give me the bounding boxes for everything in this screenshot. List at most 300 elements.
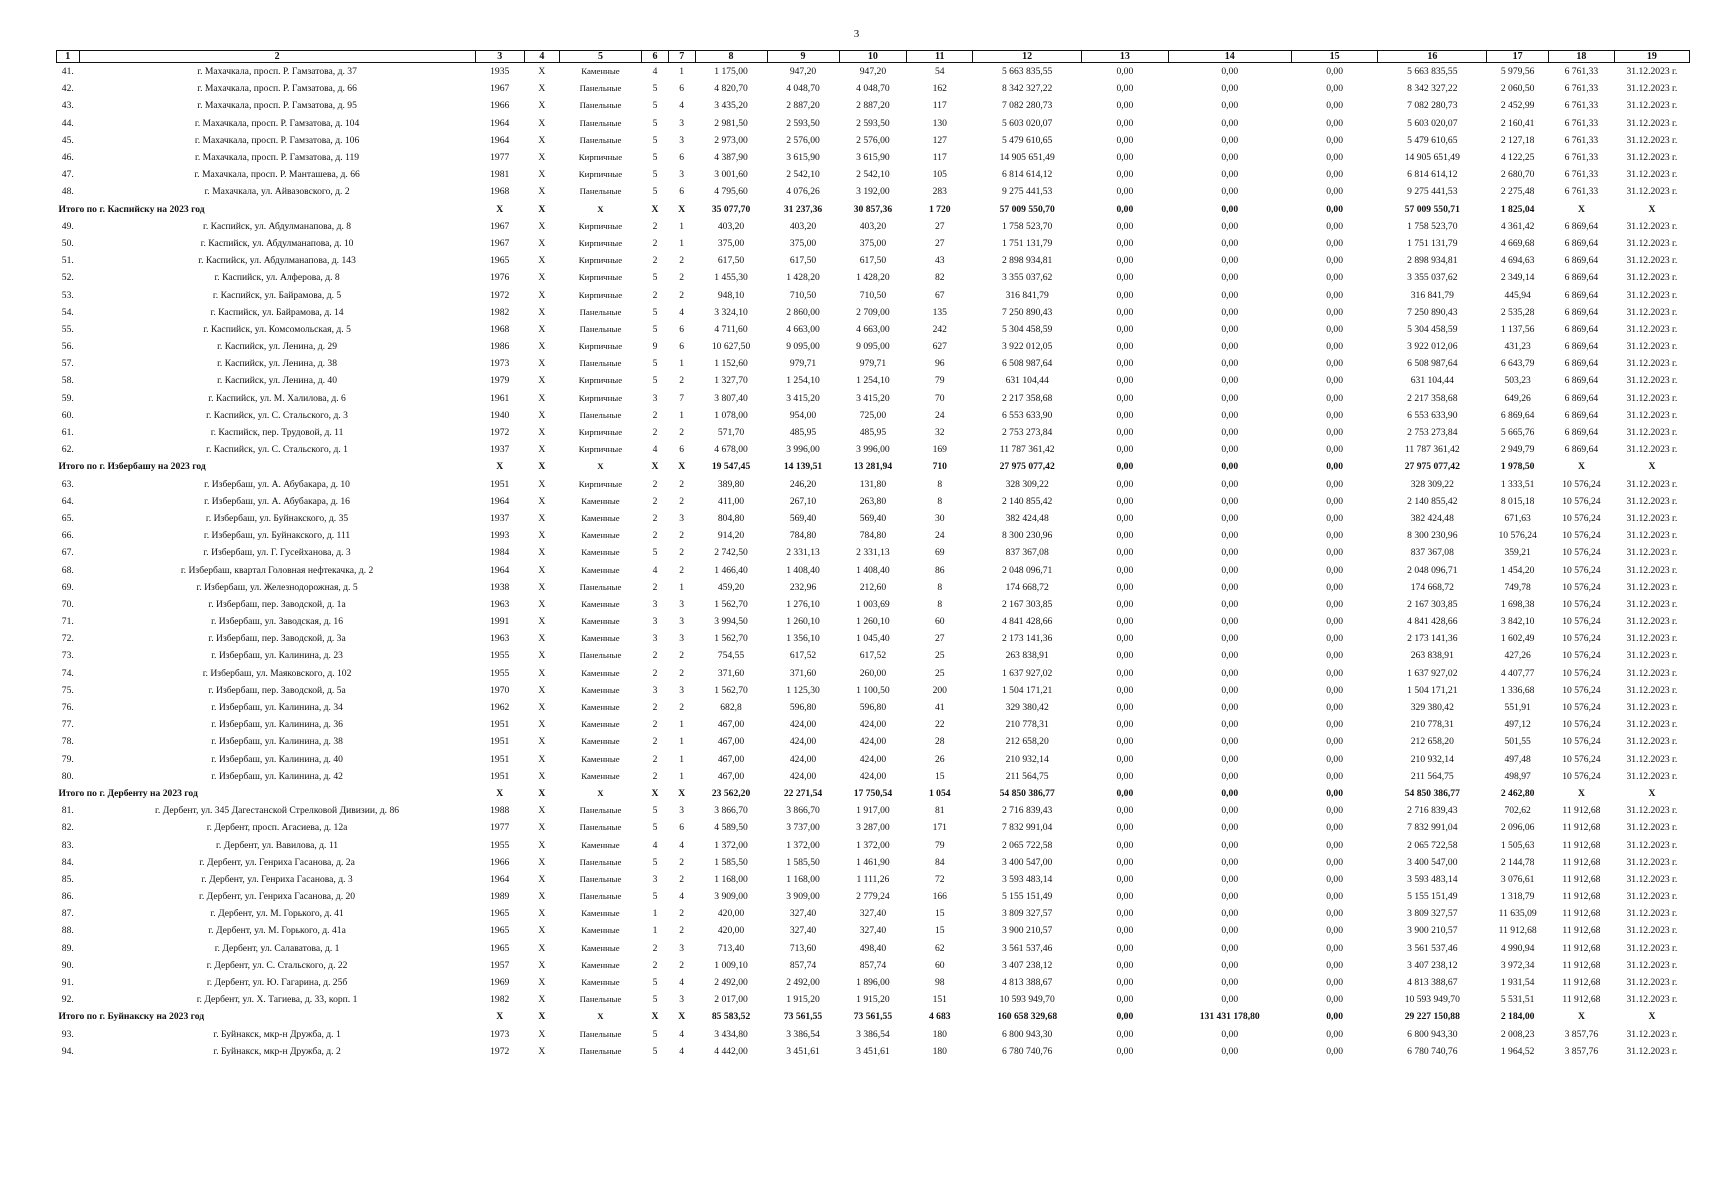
cell-c18: 11 912,68: [1562, 959, 1601, 971]
cell-c15: 0,00: [1326, 203, 1344, 215]
table-row: [57, 286, 1690, 303]
cell-year: 1951: [490, 478, 510, 490]
cell-mat: Кирпичные: [578, 169, 623, 180]
cell-mat: Кирпичные: [578, 375, 623, 386]
cell-a9: 1 125,30: [786, 684, 820, 696]
cell-fl: 2: [652, 581, 658, 593]
address-cell: г. Буйнакск, мкр-н Дружба, д. 2: [213, 1045, 341, 1057]
cell-a8: 1 078,00: [714, 409, 748, 421]
cell-year: 1984: [490, 547, 510, 559]
cell-c16: 316 841,79: [1410, 289, 1454, 301]
cell-a10: 1 915,20: [856, 994, 890, 1006]
cell-c19: 31.12.2023 г.: [1626, 289, 1678, 301]
cell-c19: 31.12.2023 г.: [1626, 805, 1678, 817]
cell-c4: X: [538, 787, 546, 799]
cell-c16: 3 593 483,14: [1407, 873, 1458, 885]
table-row: [57, 957, 1690, 974]
cell-c12: 2 173 141,36: [1001, 633, 1053, 645]
address-cell: г. Махачкала, ул. Айвазовского, д. 2: [204, 186, 350, 198]
cell-a8: 23 562,20: [711, 787, 751, 799]
table-row: [57, 132, 1690, 149]
table-row: [57, 218, 1690, 235]
table-row: [57, 647, 1690, 664]
cell-c15: 0,00: [1326, 839, 1344, 851]
cell-c12: 1 637 927,02: [1001, 667, 1053, 679]
address-cell: г. Махачкала, просп. Р. Гамзатова, д. 37: [197, 66, 357, 78]
cell-a10: 1 003,69: [856, 598, 890, 610]
table-row: [57, 905, 1690, 922]
cell-c12: 6 814 614,12: [1001, 169, 1053, 181]
cell-c16: 1 504 171,21: [1407, 684, 1458, 696]
cell-fl: 4: [652, 564, 658, 576]
cell-c19: 31.12.2023 г.: [1626, 83, 1678, 95]
cell-c17: 1 978,50: [1500, 461, 1535, 473]
row-number: 49.: [61, 220, 74, 232]
cell-year: 1968: [490, 323, 510, 335]
cell-a10: 3 996,00: [856, 444, 890, 456]
cell-c16: 3 900 210,57: [1407, 925, 1458, 937]
cell-a8: 2 973,00: [714, 134, 748, 146]
page-number: 3: [853, 28, 860, 40]
cell-c11: 69: [934, 547, 945, 559]
cell-mat: Каменные: [581, 719, 620, 730]
row-number: 51.: [61, 255, 74, 267]
cell-c11: 27: [934, 633, 945, 645]
cell-c11: 81: [934, 805, 945, 817]
cell-fl: 2: [652, 650, 658, 662]
cell-c16: 2 173 141,36: [1407, 633, 1458, 645]
cell-en: 6: [679, 83, 685, 95]
cell-c11: 70: [934, 392, 945, 404]
cell-c12: 2 167 303,85: [1001, 598, 1053, 610]
address-cell: г. Избербаш, ул. Маяковского, д. 102: [202, 667, 352, 679]
cell-fl: 5: [652, 891, 658, 903]
cell-c12: 174 668,72: [1005, 581, 1049, 593]
row-number: 62.: [61, 444, 74, 456]
cell-c14: 0,00: [1221, 667, 1239, 679]
cell-fl: 5: [652, 1045, 658, 1057]
row-number: 56.: [61, 341, 74, 353]
cell-c18: 11 912,68: [1562, 942, 1601, 954]
cell-c12: 2 140 855,42: [1001, 495, 1053, 507]
cell-c16: 3 355 037,62: [1407, 272, 1458, 284]
cell-c19: X: [1648, 203, 1656, 215]
row-number: 65.: [61, 512, 74, 524]
cell-c19: 31.12.2023 г.: [1626, 100, 1678, 112]
cell-c13: 0,00: [1116, 787, 1134, 799]
cell-a10: 1 254,10: [856, 375, 890, 387]
cell-c19: 31.12.2023 г.: [1626, 409, 1678, 421]
cell-c14: 0,00: [1221, 856, 1239, 868]
cell-c11: 105: [932, 169, 947, 181]
cell-a10: 3 192,00: [856, 186, 890, 198]
cell-c14: 0,00: [1221, 152, 1239, 164]
cell-a8: 4 442,00: [714, 1045, 748, 1057]
cell-c13: 0,00: [1116, 684, 1134, 696]
cell-a9: 569,40: [789, 512, 817, 524]
cell-c15: 0,00: [1326, 908, 1344, 920]
cell-a10: 1 372,00: [856, 839, 890, 851]
cell-mat: Панельные: [579, 856, 622, 867]
cell-c19: 31.12.2023 г.: [1626, 392, 1678, 404]
cell-c14: 0,00: [1221, 942, 1239, 954]
cell-c14: 0,00: [1221, 134, 1239, 146]
cell-c15: 0,00: [1326, 925, 1344, 937]
cell-c16: 8 342 327,22: [1407, 83, 1458, 95]
cell-c16: 6 780 740,76: [1407, 1045, 1458, 1057]
cell-c15: 0,00: [1326, 942, 1344, 954]
total-label: Итого по г. Буйнакску на 2023 год: [58, 1011, 205, 1023]
address-cell: г. Избербаш, ул. Калинина, д. 34: [211, 702, 343, 714]
row-number: 52.: [61, 272, 74, 284]
cell-c18: 11 912,68: [1562, 977, 1601, 989]
cell-c19: 31.12.2023 г.: [1626, 822, 1678, 834]
table-row: [57, 940, 1690, 957]
cell-c16: 2 898 934,81: [1407, 255, 1458, 267]
cell-c17: 2 184,00: [1500, 1011, 1535, 1023]
row-number: 75.: [61, 684, 74, 696]
cell-year: 1964: [490, 117, 510, 129]
cell-c17: 2 275,48: [1500, 186, 1535, 198]
cell-c16: 212 658,20: [1410, 736, 1454, 748]
cell-year: 1967: [490, 220, 510, 232]
cell-c19: 31.12.2023 г.: [1626, 736, 1678, 748]
cell-c4: X: [538, 959, 546, 971]
cell-c16: 8 300 230,96: [1407, 530, 1458, 542]
cell-c11: 43: [934, 255, 945, 267]
cell-a10: 725,00: [859, 409, 887, 421]
cell-year: 1969: [490, 977, 510, 989]
cell-a10: 857,74: [859, 959, 887, 971]
cell-c13: 0,00: [1116, 994, 1134, 1006]
cell-fl: 3: [652, 392, 658, 404]
cell-a9: 3 866,70: [786, 805, 820, 817]
address-cell: г. Избербаш, ул. А. Абубакара, д. 10: [204, 478, 350, 490]
cell-a8: 617,50: [717, 255, 745, 267]
row-number: 85.: [61, 873, 74, 885]
cell-year: 1972: [490, 427, 510, 439]
cell-c17: 1 333,51: [1500, 478, 1535, 490]
column-number-5: 5: [559, 51, 641, 63]
cell-c18: 11 912,68: [1562, 891, 1601, 903]
cell-c19: 31.12.2023 г.: [1626, 169, 1678, 181]
cell-en: 3: [679, 942, 685, 954]
row-number: 42.: [61, 83, 74, 95]
cell-fl: X: [651, 1011, 659, 1023]
cell-mat: X: [597, 461, 604, 472]
cell-c4: X: [538, 908, 546, 920]
cell-a10: 424,00: [859, 719, 887, 731]
cell-a10: 131,80: [859, 478, 887, 490]
cell-c13: 0,00: [1116, 461, 1134, 473]
cell-a9: 1 428,20: [786, 272, 820, 284]
cell-year: 1991: [490, 616, 510, 628]
cell-en: 6: [679, 152, 685, 164]
cell-a10: 1 896,00: [856, 977, 890, 989]
table-row: [57, 407, 1690, 424]
cell-c19: 31.12.2023 г.: [1626, 839, 1678, 851]
cell-c17: 1 931,54: [1500, 977, 1535, 989]
cell-c12: 6 800 943,30: [1001, 1028, 1053, 1040]
cell-a9: 2 542,10: [786, 169, 820, 181]
row-number: 73.: [61, 650, 74, 662]
cell-mat: Кирпичные: [578, 152, 623, 163]
cell-c15: 0,00: [1326, 375, 1344, 387]
cell-en: 1: [679, 770, 685, 782]
cell-c4: X: [538, 237, 546, 249]
cell-c19: 31.12.2023 г.: [1626, 117, 1678, 129]
cell-c14: 0,00: [1221, 787, 1239, 799]
cell-c14: 0,00: [1221, 512, 1239, 524]
cell-mat: Панельные: [579, 83, 622, 94]
cell-year: 1973: [490, 358, 510, 370]
cell-c14: 0,00: [1221, 650, 1239, 662]
cell-year: 1972: [490, 1045, 510, 1057]
table-row: [57, 493, 1690, 510]
cell-year: 1993: [490, 530, 510, 542]
cell-a9: 327,40: [789, 925, 817, 937]
cell-mat: Кирпичные: [578, 478, 623, 489]
cell-c19: 31.12.2023 г.: [1626, 427, 1678, 439]
cell-c18: 3 857,76: [1564, 1045, 1599, 1057]
cell-c14: 0,00: [1221, 323, 1239, 335]
cell-c17: 1 336,68: [1500, 684, 1535, 696]
cell-c16: 2 716 839,43: [1407, 805, 1458, 817]
cell-c18: 6 869,64: [1564, 255, 1599, 267]
cell-c4: X: [538, 220, 546, 232]
cell-a10: 424,00: [859, 770, 887, 782]
cell-c12: 8 342 327,22: [1001, 83, 1053, 95]
cell-c4: X: [538, 203, 546, 215]
cell-fl: 2: [652, 427, 658, 439]
address-cell: г. Избербаш, ул. А. Абубакара, д. 16: [204, 495, 350, 507]
cell-year: 1957: [490, 959, 510, 971]
cell-en: 2: [679, 667, 685, 679]
cell-c15: 0,00: [1326, 134, 1344, 146]
cell-c12: 10 593 949,70: [999, 994, 1055, 1006]
cell-c11: 162: [932, 83, 947, 95]
cell-year: 1935: [490, 66, 510, 78]
cell-c12: 2 048 096,71: [1001, 564, 1053, 576]
column-number-18: 18: [1549, 51, 1615, 63]
cell-c11: 4 683: [928, 1011, 951, 1023]
cell-c4: X: [538, 822, 546, 834]
cell-c4: X: [538, 547, 546, 559]
cell-c17: 431,23: [1504, 341, 1531, 353]
cell-a9: 3 737,00: [786, 822, 820, 834]
cell-c13: 0,00: [1116, 753, 1134, 765]
cell-a9: 784,80: [789, 530, 817, 542]
cell-a9: 14 139,51: [783, 461, 823, 473]
row-number: 55.: [61, 323, 74, 335]
cell-c18: 10 576,24: [1562, 667, 1601, 679]
cell-c18: 6 869,64: [1564, 392, 1599, 404]
cell-c11: 30: [934, 512, 945, 524]
cell-c14: 0,00: [1221, 461, 1239, 473]
cell-c17: 2 144,78: [1500, 856, 1535, 868]
cell-a8: 914,20: [717, 530, 745, 542]
cell-c18: 6 869,64: [1564, 306, 1599, 318]
cell-a9: 424,00: [789, 753, 817, 765]
cell-year: 1965: [490, 255, 510, 267]
cell-fl: 2: [652, 220, 658, 232]
row-number: 74.: [61, 667, 74, 679]
cell-c4: X: [538, 272, 546, 284]
cell-c16: 837 367,08: [1410, 547, 1454, 559]
cell-fl: 2: [652, 237, 658, 249]
cell-c11: 26: [934, 753, 945, 765]
cell-c14: 0,00: [1221, 444, 1239, 456]
cell-c17: 6 869,64: [1500, 409, 1535, 421]
cell-c19: 31.12.2023 г.: [1626, 341, 1678, 353]
table-row: [57, 665, 1690, 682]
cell-c19: 31.12.2023 г.: [1626, 616, 1678, 628]
cell-c11: 32: [934, 427, 945, 439]
cell-mat: Каменные: [581, 66, 620, 77]
cell-a8: 4 589,50: [714, 822, 748, 834]
cell-c15: 0,00: [1326, 427, 1344, 439]
address-cell: г. Дербент, ул. Ю. Гагарина, д. 25б: [206, 977, 348, 989]
cell-c16: 2 065 722,58: [1407, 839, 1458, 851]
cell-c11: 27: [934, 237, 945, 249]
cell-c4: X: [538, 1045, 546, 1057]
column-number-header-row: [57, 51, 1690, 63]
address-cell: г. Дербент, просп. Агасиева, д. 12а: [206, 822, 348, 834]
cell-a8: 467,00: [717, 753, 745, 765]
total-label: Итого по г. Дербенту на 2023 год: [58, 787, 198, 799]
row-number: 70.: [61, 598, 74, 610]
cell-c16: 382 424,48: [1410, 512, 1454, 524]
cell-c16: 6 508 987,64: [1407, 358, 1458, 370]
cell-year: 1973: [490, 1028, 510, 1040]
cell-c17: 359,21: [1504, 547, 1531, 559]
cell-c18: 6 869,64: [1564, 341, 1599, 353]
address-cell: г. Дербент, ул. Вавилова, д. 11: [216, 839, 339, 851]
column-number-2: 2: [79, 51, 475, 63]
cell-a8: 1 327,70: [714, 375, 748, 387]
cell-en: 3: [679, 805, 685, 817]
cell-c19: 31.12.2023 г.: [1626, 994, 1678, 1006]
cell-c19: 31.12.2023 г.: [1626, 753, 1678, 765]
cell-a8: 1 466,40: [714, 564, 748, 576]
cell-c15: 0,00: [1326, 1028, 1344, 1040]
cell-c13: 0,00: [1116, 581, 1134, 593]
cell-c19: 31.12.2023 г.: [1626, 478, 1678, 490]
cell-c4: X: [538, 306, 546, 318]
cell-c14: 0,00: [1221, 598, 1239, 610]
cell-en: 2: [679, 702, 685, 714]
cell-c15: 0,00: [1326, 512, 1344, 524]
cell-c18: X: [1577, 1011, 1585, 1023]
cell-en: 2: [679, 272, 685, 284]
cell-c14: 0,00: [1221, 925, 1239, 937]
cell-c15: 0,00: [1326, 66, 1344, 78]
cell-c13: 0,00: [1116, 702, 1134, 714]
cell-c11: 28: [934, 736, 945, 748]
cell-a8: 467,00: [717, 770, 745, 782]
cell-fl: 2: [652, 530, 658, 542]
cell-c18: 6 869,64: [1564, 272, 1599, 284]
address-cell: г. Избербаш, квартал Головная нефтекачка, д. 2: [180, 564, 374, 576]
cell-c19: 31.12.2023 г.: [1626, 684, 1678, 696]
cell-year: 1951: [490, 753, 510, 765]
cell-a9: 9 095,00: [786, 341, 820, 353]
cell-c11: 24: [934, 530, 945, 542]
cell-a8: 85 583,52: [711, 1011, 751, 1023]
cell-a10: 2 709,00: [856, 306, 890, 318]
table-row: [57, 424, 1690, 441]
cell-a9: 3 451,61: [786, 1045, 820, 1057]
cell-c18: 10 576,24: [1562, 650, 1601, 662]
cell-c13: 0,00: [1116, 375, 1134, 387]
cell-c16: 29 227 150,88: [1404, 1011, 1460, 1023]
cell-a8: 467,00: [717, 736, 745, 748]
cell-a8: 4 820,70: [714, 83, 748, 95]
cell-c4: X: [538, 358, 546, 370]
city-total-row: [57, 785, 1690, 802]
cell-a8: 571,70: [717, 427, 745, 439]
cell-c4: X: [538, 392, 546, 404]
cell-c4: X: [538, 770, 546, 782]
cell-c4: X: [538, 633, 546, 645]
cell-c14: 0,00: [1221, 873, 1239, 885]
column-number-10: 10: [839, 51, 907, 63]
cell-en: 3: [679, 169, 685, 181]
cell-c11: 180: [932, 1045, 947, 1057]
cell-c14: 0,00: [1221, 186, 1239, 198]
cell-a8: 3 866,70: [714, 805, 748, 817]
cell-c15: 0,00: [1326, 787, 1344, 799]
cell-c17: 749,78: [1504, 581, 1531, 593]
cell-c17: 497,48: [1504, 753, 1531, 765]
table-row: [57, 922, 1690, 939]
cell-mat: Панельные: [579, 117, 622, 128]
cell-c17: 1 698,38: [1500, 598, 1535, 610]
cell-a8: 403,20: [717, 220, 745, 232]
cell-c12: 3 809 327,57: [1001, 908, 1053, 920]
cell-year: 1955: [490, 667, 510, 679]
table-row: [57, 304, 1690, 321]
cell-c14: 0,00: [1221, 633, 1239, 645]
cell-c14: 0,00: [1221, 220, 1239, 232]
cell-a9: 3 615,90: [786, 152, 820, 164]
cell-a8: 4 387,90: [714, 152, 748, 164]
cell-c14: 0,00: [1221, 1045, 1239, 1057]
cell-year: 1951: [490, 719, 510, 731]
cell-c15: 0,00: [1326, 478, 1344, 490]
cell-en: 2: [679, 650, 685, 662]
cell-c4: X: [538, 805, 546, 817]
cell-c18: 6 869,64: [1564, 323, 1599, 335]
cell-en: 2: [679, 856, 685, 868]
cell-c13: 0,00: [1116, 839, 1134, 851]
cell-a8: 3 807,40: [714, 392, 748, 404]
cell-en: 2: [679, 427, 685, 439]
table-row: [57, 476, 1690, 493]
address-cell: г. Каспийск, ул. Байрамова, д. 5: [212, 289, 342, 301]
cell-c16: 9 275 441,53: [1407, 186, 1458, 198]
cell-c16: 7 082 280,73: [1407, 100, 1458, 112]
cell-c19: 31.12.2023 г.: [1626, 908, 1678, 920]
address-cell: г. Избербаш, ул. Заводская, д. 16: [211, 616, 344, 628]
cell-c13: 0,00: [1116, 719, 1134, 731]
row-number: 86.: [61, 891, 74, 903]
cell-en: 3: [679, 684, 685, 696]
cell-fl: 5: [652, 100, 658, 112]
table-row: [57, 854, 1690, 871]
cell-a9: 3 909,00: [786, 891, 820, 903]
cell-fl: 2: [652, 495, 658, 507]
